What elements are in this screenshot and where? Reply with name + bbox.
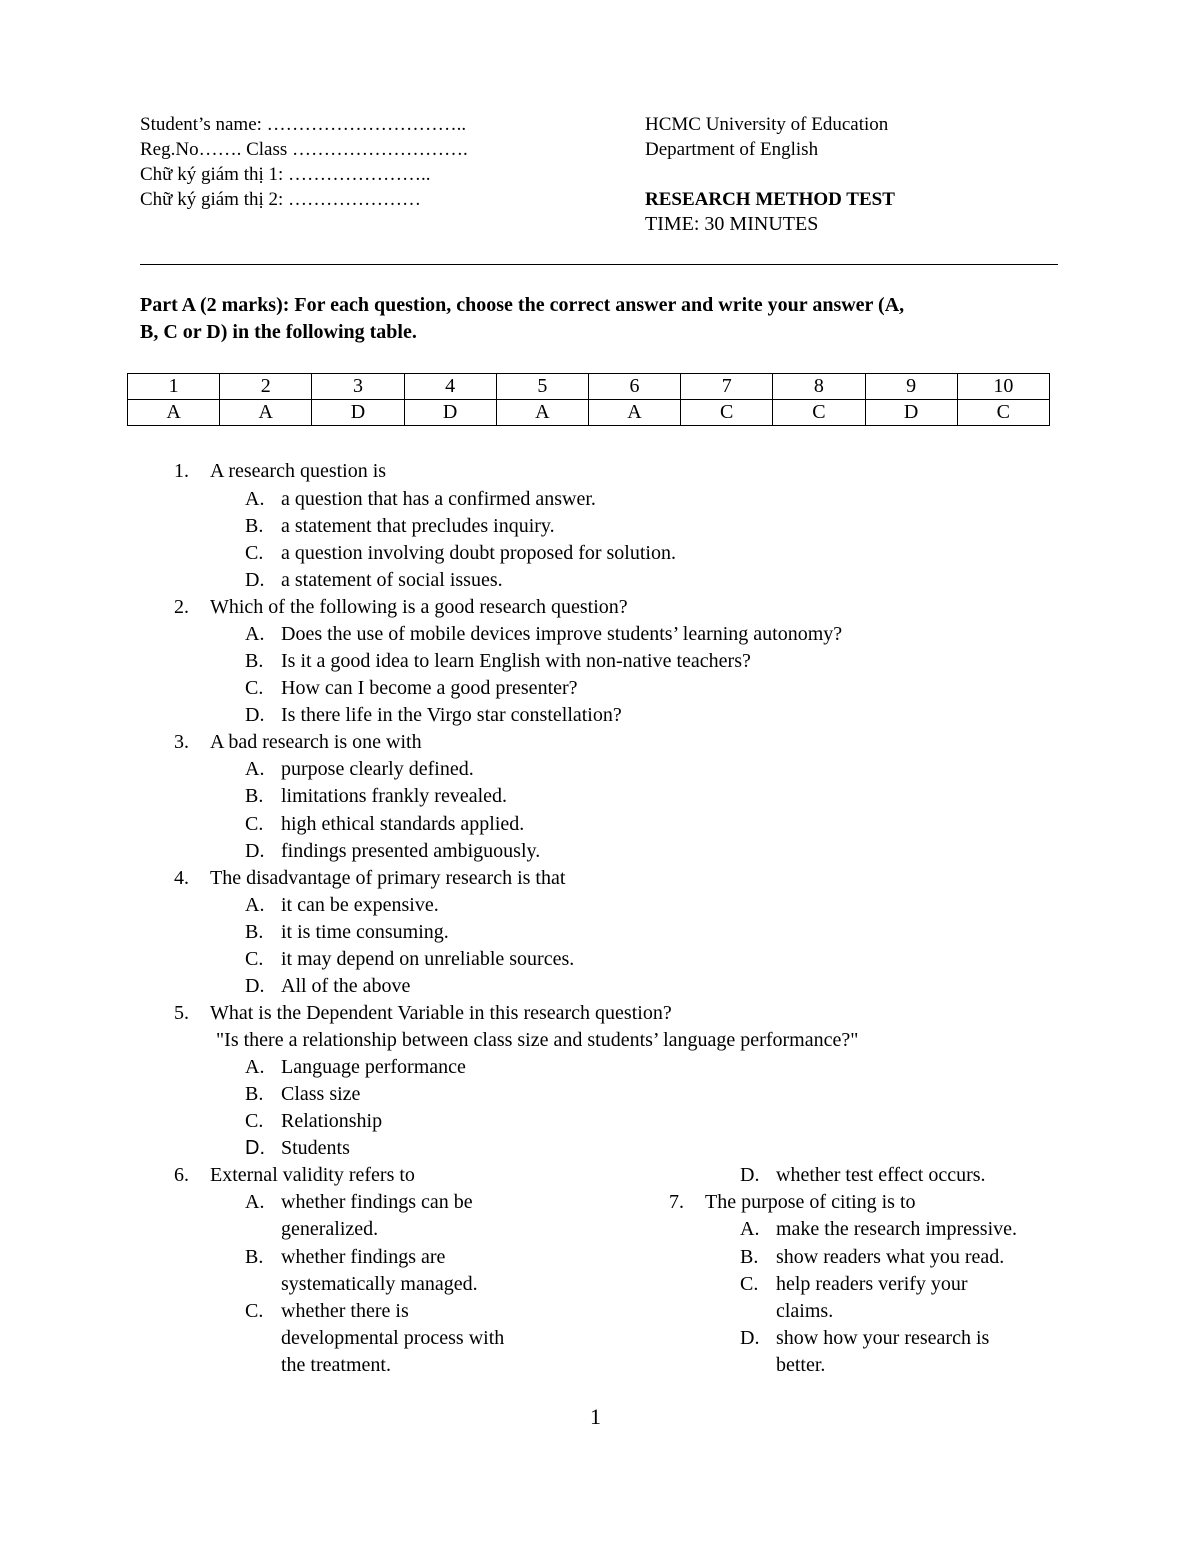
option-text: How can I become a good presenter?	[281, 677, 578, 699]
option-letter: C.	[740, 1273, 759, 1295]
part-a-instruction-line-1: Part A (2 marks): For each question, choose the correct answer and write your answer (A,	[140, 294, 905, 316]
option-text: claims.	[776, 1300, 834, 1322]
question-number: 3.	[174, 731, 189, 753]
question-number: 7.	[669, 1191, 684, 1213]
option-text: Is there life in the Virgo star constellation?	[281, 704, 622, 726]
invigilator-1-signature: Chữ ký giám thị 1: …………………..	[140, 164, 431, 185]
option-letter: C.	[245, 677, 264, 699]
option-letter: C.	[245, 542, 264, 564]
table-cell: D	[404, 400, 496, 426]
option-letter: B.	[740, 1246, 759, 1268]
option-text: limitations frankly revealed.	[281, 785, 508, 807]
table-cell: A	[588, 400, 680, 426]
option-letter: D.	[245, 975, 265, 997]
table-cell: A	[220, 400, 312, 426]
table-cell: D	[312, 400, 404, 426]
question-stem: The purpose of citing is to	[705, 1191, 916, 1213]
option-letter: A.	[245, 1056, 265, 1078]
option-text: it is time consuming.	[281, 921, 449, 943]
question-number: 1.	[174, 460, 189, 482]
page-number: 1	[590, 1404, 601, 1429]
option-letter: D.	[245, 569, 265, 591]
option-text: whether there is	[281, 1300, 409, 1322]
option-text: help readers verify your	[776, 1273, 968, 1295]
question-number: 4.	[174, 867, 189, 889]
student-info-block	[140, 112, 468, 212]
option-letter: A.	[245, 488, 265, 510]
option-text: developmental process with	[281, 1327, 505, 1349]
option-text: the treatment.	[281, 1354, 391, 1376]
option-text: Language performance	[281, 1056, 466, 1078]
option-text: Relationship	[281, 1110, 383, 1132]
option-letter: A.	[740, 1218, 760, 1240]
option-text: systematically managed.	[281, 1273, 478, 1295]
option-letter: C.	[245, 1110, 264, 1132]
table-cell: A	[128, 400, 220, 426]
question-number: 5.	[174, 1002, 189, 1024]
option-text: a question involving doubt proposed for solution.	[281, 542, 676, 564]
question-number: 6.	[174, 1164, 189, 1186]
question-stem: Which of the following is a good research question?	[210, 596, 628, 618]
option-letter: C.	[245, 813, 264, 835]
table-cell: 6	[588, 374, 680, 400]
option-letter: D.	[740, 1327, 760, 1349]
option-text: show readers what you read.	[776, 1246, 1005, 1268]
option-letter: B.	[245, 1246, 264, 1268]
option-text: whether findings can be	[281, 1191, 473, 1213]
table-cell: C	[957, 400, 1049, 426]
table-cell: C	[773, 400, 865, 426]
option-text: Class size	[281, 1083, 361, 1105]
question-number: 2.	[174, 596, 189, 618]
option-letter: B.	[245, 1083, 264, 1105]
option-text: make the research impressive.	[776, 1218, 1018, 1240]
option-letter: C.	[245, 948, 264, 970]
table-cell: 3	[312, 374, 404, 400]
invigilator-2-signature: Chữ ký giám thị 2: …………………	[140, 189, 422, 210]
option-text: whether findings are	[281, 1246, 446, 1268]
reg-class-field: Reg.No……. Class ……………………….	[140, 139, 468, 160]
option-text: better.	[776, 1354, 826, 1376]
table-cell: A	[496, 400, 588, 426]
question-stem: The disadvantage of primary research is that	[210, 867, 566, 889]
option-letter: A.	[245, 1191, 265, 1213]
test-title: RESEARCH METHOD TEST	[645, 189, 895, 210]
table-cell: 1	[128, 374, 220, 400]
question-stem: A research question is	[210, 460, 387, 482]
department-name: Department of English	[645, 139, 819, 160]
option-text: findings presented ambiguously.	[281, 840, 541, 862]
table-cell: D	[865, 400, 957, 426]
option-text: it can be expensive.	[281, 894, 439, 916]
option-text: high ethical standards applied.	[281, 813, 525, 835]
question-stem: A bad research is one with	[210, 731, 422, 753]
option-text: whether test effect occurs.	[776, 1164, 986, 1186]
option-text: Does the use of mobile devices improve students’ learning autonomy?	[281, 623, 843, 645]
table-cell: 8	[773, 374, 865, 400]
table-cell: 4	[404, 374, 496, 400]
option-letter: D.	[245, 840, 265, 862]
table-cell: C	[681, 400, 773, 426]
option-text: Is it a good idea to learn English with non-native teachers?	[281, 650, 751, 672]
option-text: a question that has a confirmed answer.	[281, 488, 596, 510]
option-letter: B.	[245, 921, 264, 943]
answer-table	[127, 373, 1050, 426]
option-letter: A.	[245, 623, 265, 645]
test-time: TIME: 30 MINUTES	[645, 213, 819, 235]
option-letter: D.	[740, 1164, 760, 1186]
question-stem: External validity refers to	[210, 1164, 415, 1186]
part-a-instruction-line-2: B, C or D) in the following table.	[140, 321, 417, 343]
option-letter: B.	[245, 515, 264, 537]
option-text: purpose clearly defined.	[281, 758, 474, 780]
option-letter: A.	[245, 758, 265, 780]
part-a-instruction	[140, 292, 1060, 346]
institution-block	[645, 112, 895, 237]
table-cell: 7	[681, 374, 773, 400]
answer-table-number-row	[128, 374, 1050, 400]
spacer	[645, 162, 895, 187]
option-text: All of the above	[281, 975, 411, 997]
option-letter: B.	[245, 650, 264, 672]
option-text: show how your research is	[776, 1327, 990, 1349]
table-cell: 10	[957, 374, 1049, 400]
option-text: Students	[281, 1137, 350, 1159]
student-name-field: Student’s name: …………………………..	[140, 114, 467, 135]
university-name: HCMC University of Education	[645, 114, 889, 135]
question-stem: What is the Dependent Variable in this research question?	[210, 1002, 672, 1024]
table-cell: 5	[496, 374, 588, 400]
research-question-quote: "Is there a relationship between class size and students’ language performance?"	[216, 1029, 859, 1051]
answer-table-answer-row	[128, 400, 1050, 426]
option-letter: D.	[245, 1137, 265, 1159]
option-letter: D.	[245, 704, 265, 726]
table-cell: 2	[220, 374, 312, 400]
header-divider	[140, 264, 1058, 265]
table-cell: 9	[865, 374, 957, 400]
option-text: generalized.	[281, 1218, 379, 1240]
option-letter: C.	[245, 1300, 264, 1322]
option-letter: B.	[245, 785, 264, 807]
option-text: a statement of social issues.	[281, 569, 503, 591]
option-letter: A.	[245, 894, 265, 916]
option-text: a statement that precludes inquiry.	[281, 515, 555, 537]
option-text: it may depend on unreliable sources.	[281, 948, 575, 970]
